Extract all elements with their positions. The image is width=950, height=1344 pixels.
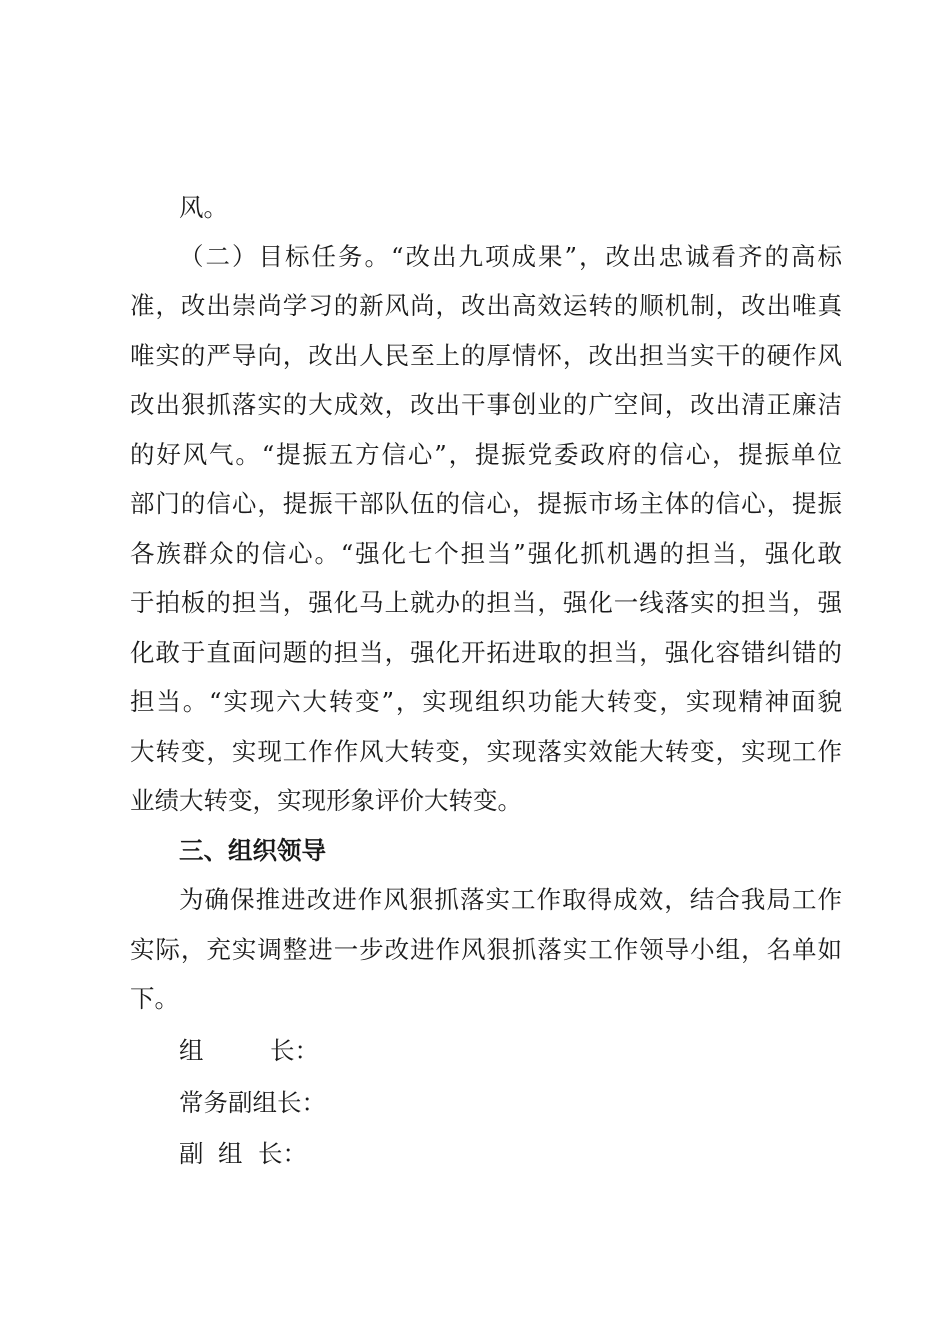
text-line: 改出狠抓落实的大成效，改出干事创业的广空间，改出清正廉洁 xyxy=(130,390,842,419)
role-deputy-label-part: 副 xyxy=(179,1139,204,1168)
text-line: 下。 xyxy=(130,984,179,1013)
section-heading: 三、组织领导 xyxy=(179,836,326,865)
text-line: 业绩大转变，实现形象评价大转变。 xyxy=(130,786,522,815)
text-line: 大转变，实现工作作风大转变，实现落实效能大转变，实现工作 xyxy=(130,737,842,766)
role-leader-label-part: 组 xyxy=(179,1036,204,1065)
text-line: 担当。“实现六大转变”，实现组织功能大转变，实现精神面貌 xyxy=(130,687,842,716)
role-executive-deputy-label: 常务副组长： xyxy=(179,1088,326,1117)
text-line: 部门的信心，提振干部队伍的信心，提振市场主体的信心，提振 xyxy=(130,489,842,518)
text-line: 唯实的严导向，改出人民至上的厚情怀，改出担当实干的硬作风 xyxy=(130,341,842,370)
role-leader-label-part: 长： xyxy=(270,1036,319,1065)
text-line: 化敢于直面问题的担当，强化开拓进取的担当，强化容错纠错的 xyxy=(130,638,842,667)
text-line: 实际，充实调整进一步改进作风狠抓落实工作领导小组，名单如 xyxy=(130,935,842,964)
role-deputy-label-part: 长： xyxy=(258,1139,307,1168)
text-line: 为确保推进改进作风狠抓落实工作取得成效，结合我局工作 xyxy=(179,885,842,914)
text-line: 的好风气。“提振五方信心”，提振党委政府的信心，提振单位 xyxy=(130,440,842,469)
role-deputy-label-part: 组 xyxy=(218,1139,243,1168)
text-line: 准，改出崇尚学习的新风尚，改出高效运转的顺机制，改出唯真 xyxy=(130,291,842,320)
text-line: 各族群众的信心。“强化七个担当”强化抓机遇的担当，强化敢 xyxy=(130,539,842,568)
paragraph-continuation: 风。 xyxy=(179,193,228,222)
text-line: 于拍板的担当，强化马上就办的担当，强化一线落实的担当，强 xyxy=(130,588,842,617)
text-line: （二）目标任务。“改出九项成果”，改出忠诚看齐的高标 xyxy=(179,242,842,271)
